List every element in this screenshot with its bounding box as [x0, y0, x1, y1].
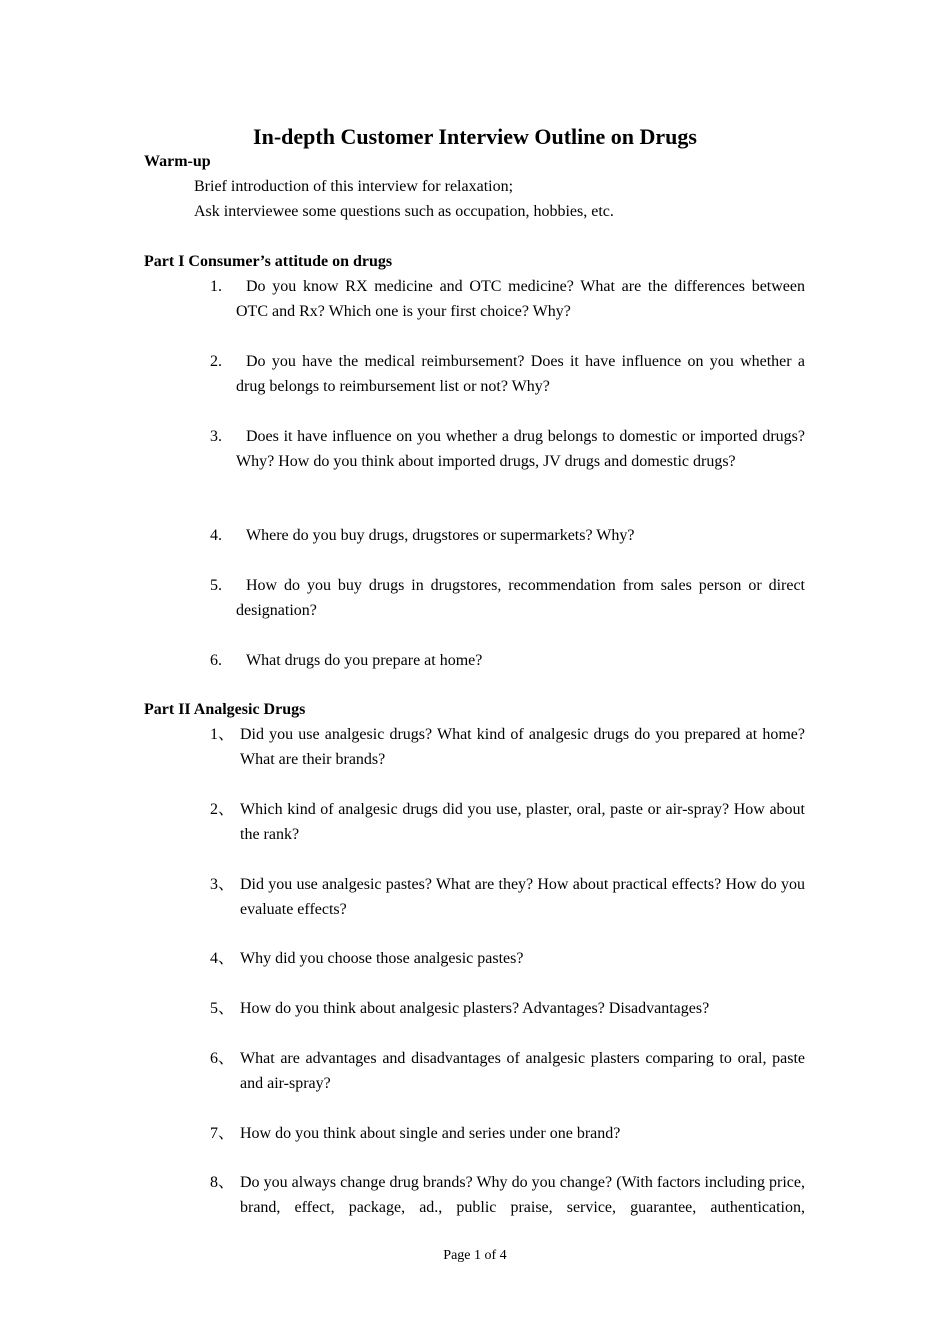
item-text: How do you think about analgesic plasters? Advantages? Disadvantages? [240, 1000, 710, 1017]
part1-item [210, 573, 805, 623]
part1-heading: Part I Consumer’s attitude on drugs [144, 253, 393, 270]
item-number: 3. [210, 428, 222, 445]
item-text: Where do you buy drugs, drugstores or supermarkets? Why? [246, 527, 635, 544]
item-number: 6、 [210, 1050, 235, 1067]
part1-item [210, 523, 805, 548]
part2-item [210, 722, 805, 772]
warmup-line: Brief introduction of this interview for relaxation; [194, 178, 514, 195]
part2-item [210, 1046, 805, 1096]
item-number: 7、 [210, 1125, 235, 1142]
item-text: Why did you choose those analgesic pastes? [240, 950, 524, 967]
part1-item [210, 349, 805, 399]
item-text: Do you have the medical reimbursement? Does it have influence on you whether a drug belongs to reimbursement list or not? Why? [236, 353, 805, 395]
item-number: 4. [210, 527, 222, 544]
item-text: Did you use analgesic pastes? What are they? How about practical effects? How do you evaluate effects? [240, 876, 805, 918]
part2-heading: Part II Analgesic Drugs [144, 701, 306, 718]
page-footer: Page 1 of 4 [443, 1248, 507, 1263]
warmup-heading: Warm-up [144, 153, 211, 170]
item-number: 1. [210, 278, 222, 295]
item-text: Do you know RX medicine and OTC medicine? What are the differences between OTC and Rx? Which one is your first choice? Why? [236, 278, 805, 320]
item-text: Which kind of analgesic drugs did you use, plaster, oral, paste or air-spray? How about the rank? [240, 801, 805, 843]
item-text: Did you use analgesic drugs? What kind of analgesic drugs do you prepared at home? What are their brands? [240, 726, 805, 768]
part2-item [210, 872, 805, 922]
part2-item [210, 797, 805, 847]
item-text: What drugs do you prepare at home? [246, 652, 483, 669]
item-text: How do you buy drugs in drugstores, recommendation from sales person or direct designation? [236, 577, 805, 619]
item-number: 3、 [210, 876, 235, 893]
item-number: 2、 [210, 801, 235, 818]
part2-item [210, 946, 805, 971]
part2-item [210, 1170, 805, 1220]
item-text: What are advantages and disadvantages of analgesic plasters comparing to oral, paste and air-spray? [240, 1050, 805, 1092]
item-number: 8、 [210, 1174, 235, 1191]
part1-item [210, 274, 805, 324]
part1-item [210, 648, 805, 673]
item-number: 5. [210, 577, 222, 594]
part2-item [210, 1121, 805, 1146]
item-number: 2. [210, 353, 222, 370]
warmup-line: Ask interviewee some questions such as occupation, hobbies, etc. [194, 203, 614, 220]
part1-item [210, 424, 805, 474]
item-text: Do you always change drug brands? Why do you change? (With factors including price, brand, effect, package, ad., public praise, service, guarantee, authentication, [240, 1174, 805, 1216]
item-number: 4、 [210, 950, 235, 967]
item-number: 5、 [210, 1000, 235, 1017]
item-text: How do you think about single and series under one brand? [240, 1125, 621, 1142]
part2-item [210, 996, 805, 1021]
item-number: 6. [210, 652, 222, 669]
item-number: 1、 [210, 726, 235, 743]
item-text: Does it have influence on you whether a drug belongs to domestic or imported drugs? Why? How do you think about imported drugs, JV drugs and domestic drugs? [236, 428, 805, 470]
document-title: In-depth Customer Interview Outline on Drugs [253, 124, 697, 149]
